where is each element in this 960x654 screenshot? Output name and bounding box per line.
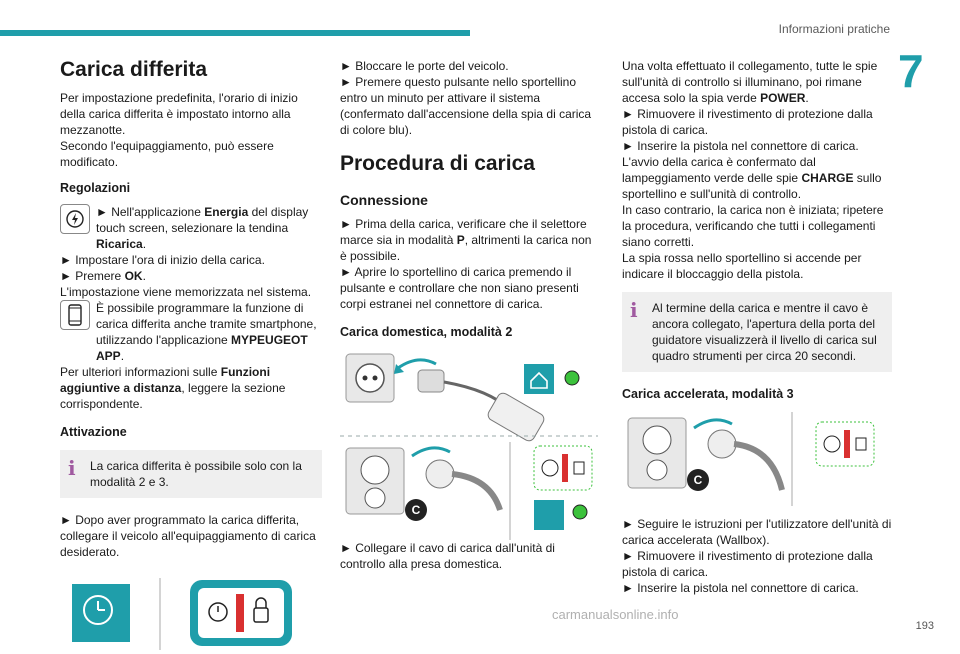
info-icon: i [68, 456, 76, 480]
home-icon [524, 364, 554, 394]
info-note-level [622, 292, 892, 372]
lock-doors-step: ► Bloccare le porte del veicolo. [340, 59, 509, 73]
connector-letter: C [411, 503, 421, 517]
after-programming-text: ► Dopo aver programmato la carica differita, collegare il veicolo all'equipaggiamento di carica desiderato. [60, 513, 316, 559]
page-title: Carica differita [60, 58, 208, 81]
domestic-heading: Carica domestica, modalità 2 [340, 325, 513, 339]
follow-instructions-step: ► Seguire le istruzioni per l'utilizzatore dell'unità di carica accelerata (Wallbox). [622, 517, 892, 547]
press-button-step: ► Premere questo pulsante nello sportellino entro un minuto per attivare il sistema (confermato dall'accensione della spia di carica di colore blu). [340, 75, 592, 137]
charge-start-text: L'avvio della carica è confermato dal lampeggiamento verde delle spie CHARGE sullo sportellino e sull'unità di controllo. [622, 155, 882, 201]
energy-step-text: ► Nell'applicazione Energia del display touch screen, selezionare la tendina Ricarica. [96, 205, 309, 251]
column-2 [340, 58, 598, 572]
charging-gun [708, 430, 736, 458]
info-note-text: Al termine della carica e mentre il cavo è ancora collegato, l'apertura della porta del guidatore visualizzerà il livello di carica sul quadro strumenti per circa 20 secondi. [652, 301, 877, 363]
smartphone-icon [60, 300, 90, 330]
remove-cover-step: ► Rimuovere il rivestimento di protezione dalla pistola di carica. [622, 107, 873, 137]
remove-cover-step-2: ► Rimuovere il rivestimento di protezione dalla pistola di carica. [622, 549, 873, 579]
section-label: Informazioni pratiche [778, 22, 890, 36]
connect-cable-step: ► Collegare il cavo di carica dall'unità di controllo alla presa domestica. [340, 541, 555, 571]
red-light [236, 594, 244, 632]
set-time-step: ► Impostare l'ora di inizio della carica. [60, 253, 265, 267]
else-text: In caso contrario, la carica non è iniziata; ripetere la procedura, verificando che tutti i collegamenti siano corretti. [622, 203, 884, 249]
connector-letter: C [693, 473, 703, 487]
watermark: carmanualsonline.info [552, 607, 679, 622]
column-3 [622, 58, 892, 596]
attivazione-heading: Attivazione [60, 425, 127, 439]
remote-functions-text: Per ulteriori informazioni sulle Funzioni aggiuntive a distanza, leggere la sezione corrispondente. [60, 365, 286, 411]
info-note-text: La carica differita è possibile solo con la modalità 2 e 3. [90, 459, 302, 489]
chapter-number: 7 [898, 45, 924, 97]
intro-text-2: Secondo l'equipaggiamento, può essere modificato. [60, 139, 274, 169]
insert-gun-step: ► Inserire la pistola nel connettore di carica. [622, 139, 859, 153]
memorized-text: L'impostazione viene memorizzata nel sistema. [60, 285, 312, 299]
domestic-plug [418, 370, 444, 392]
smartphone-text: È possibile programmare la funzione di carica differita anche tramite smartphone, utilizzando l'applicazione MYPEUGEOT APP. [96, 301, 317, 363]
deferred-charge-icon [72, 584, 130, 642]
smartphone-step [60, 300, 322, 364]
intro-text: Per impostazione predefinita, l'orario di inizio della carica differita è impostato intorno alla mezzanotte. [60, 91, 298, 137]
red-light-text: La spia rossa nello sportellino si accende per indicare il bloccaggio della pistola. [622, 251, 862, 281]
procedure-title: Procedura di carica [340, 152, 535, 175]
column-1 [60, 58, 322, 650]
green-light [565, 371, 579, 385]
page-number: 193 [915, 620, 934, 632]
regolazioni-heading: Regolazioni [60, 181, 131, 195]
accelerated-charging-figure [622, 410, 892, 506]
energy-icon [60, 204, 90, 234]
check-gear-step: ► Prima della carica, verificare che il selettore marce sia in modalità P, altrimenti la carica non è possibile. [340, 217, 592, 263]
insert-gun-step-2: ► Inserire la pistola nel connettore di carica. [622, 581, 859, 595]
car-icon [534, 500, 564, 530]
accelerated-heading: Carica accelerata, modalità 3 [622, 387, 794, 401]
info-note-deferred [60, 450, 322, 498]
lights-text: Una volta effettuato il collegamento, tutte le spie sull'unità di controllo si illuminano, poi rimane accesa solo la spia verde POWER. [622, 59, 878, 105]
header-accent-bar [0, 30, 470, 36]
domestic-charging-figure [340, 350, 598, 540]
open-flap-step: ► Aprire lo sportellino di carica premendo il pulsante e controllare che non siano presenti corpi estranei nel connettore di carica. [340, 265, 579, 311]
info-icon: i [630, 298, 638, 322]
connessione-heading: Connessione [340, 192, 428, 208]
press-ok-step: ► Premere OK. [60, 269, 146, 283]
energy-step [60, 204, 322, 252]
charging-gun [426, 460, 454, 488]
deferred-activation-figure [60, 574, 322, 650]
